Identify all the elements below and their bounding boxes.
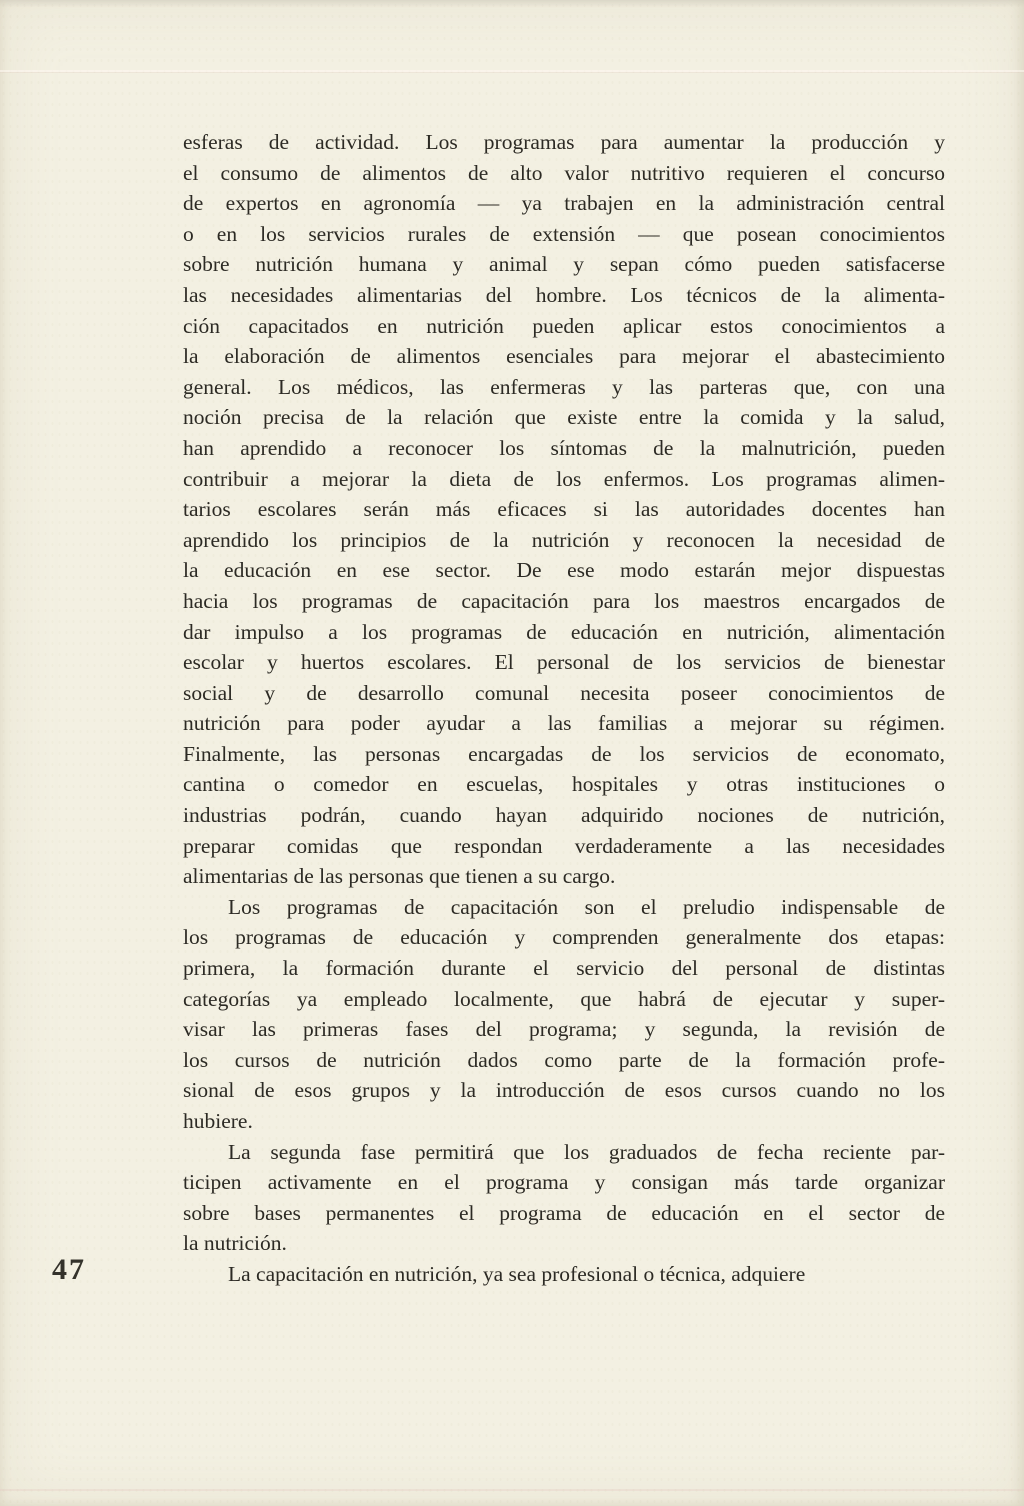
text-line: sobre nutrición humana y animal y sepan cómo pueden satisfacerse bbox=[183, 252, 945, 277]
body-text bbox=[183, 127, 945, 1290]
text-line: cantina o comedor en escuelas, hospitales y otras instituciones o bbox=[183, 772, 945, 797]
text-line: esferas de actividad. Los programas para aumentar la producción y bbox=[183, 130, 945, 154]
text-line: alimentarias de las personas que tienen a su cargo. bbox=[183, 864, 616, 889]
text-line: general. Los médicos, las enfermeras y las parteras que, con una bbox=[183, 374, 945, 399]
text-line: Finalmente, las personas encargadas de los servicios de economato, bbox=[183, 741, 945, 766]
text-line: La capacitación en nutrición, ya sea profesional o técnica, adquiere bbox=[228, 1261, 806, 1286]
text-line: tarios escolares serán más eficaces si las autoridades docentes han bbox=[183, 497, 945, 522]
text-line: La segunda fase permitirá que los graduados de fecha reciente par- bbox=[228, 1139, 945, 1164]
text-line: aprendido los principios de la nutrición y reconocen la necesidad de bbox=[183, 527, 945, 552]
text-line: Los programas de capacitación son el preludio indispensable de bbox=[228, 894, 945, 919]
text-line: nutrición para poder ayudar a las familias a mejorar su régimen. bbox=[183, 711, 945, 736]
text-line: preparar comidas que respondan verdaderamente a las necesidades bbox=[183, 833, 945, 858]
scan-artifact-line bbox=[0, 70, 1024, 72]
text-line: de expertos en agronomía — ya trabajen en la administración central bbox=[183, 191, 945, 216]
text-line: categorías ya empleado localmente, que habrá de ejecutar y super- bbox=[183, 986, 945, 1011]
text-line: el consumo de alimentos de alto valor nutritivo requieren el concurso bbox=[183, 160, 945, 185]
text-line: la educación en ese sector. De ese modo estarán mejor dispuestas bbox=[183, 558, 945, 583]
text-line: hacia los programas de capacitación para los maestros encargados de bbox=[183, 588, 945, 613]
text-line: escolar y huertos escolares. El personal de los servicios de bienestar bbox=[183, 650, 945, 675]
text-line: noción precisa de la relación que existe entre la comida y la salud, bbox=[183, 405, 945, 430]
text-line: hubiere. bbox=[183, 1109, 253, 1133]
scan-artifact-line bbox=[0, 1489, 1024, 1491]
text-line: contribuir a mejorar la dieta de los enfermos. Los programas alimen- bbox=[183, 466, 945, 491]
text-line: las necesidades alimentarias del hombre. Los técnicos de la alimenta- bbox=[183, 282, 945, 307]
text-line: sional de esos grupos y la introducción de esos cursos cuando no los bbox=[183, 1078, 945, 1103]
text-line: la nutrición. bbox=[183, 1231, 287, 1256]
text-line: ticipen activamente en el programa y consigan más tarde organizar bbox=[183, 1170, 945, 1195]
page-number: 47 bbox=[52, 1253, 86, 1286]
text-line: han aprendido a reconocer los síntomas de la malnutrición, pueden bbox=[183, 435, 945, 460]
text-line: industrias podrán, cuando hayan adquirido nociones de nutrición, bbox=[183, 803, 945, 828]
text-line: visar las primeras fases del programa; y segunda, la revisión de bbox=[183, 1017, 945, 1042]
text-line: social y de desarrollo comunal necesita poseer conocimientos de bbox=[183, 680, 945, 705]
text-line: los programas de educación y comprenden generalmente dos etapas: bbox=[183, 925, 945, 950]
text-line: los cursos de nutrición dados como parte de la formación profe- bbox=[183, 1047, 945, 1072]
text-line: o en los servicios rurales de extensión — que posean conocimientos bbox=[183, 221, 945, 246]
text-line: la elaboración de alimentos esenciales para mejorar el abastecimiento bbox=[183, 344, 945, 369]
text-line: primera, la formación durante el servicio del personal de distintas bbox=[183, 956, 945, 981]
text-line: dar impulso a los programas de educación en nutrición, alimentación bbox=[183, 619, 945, 644]
text-line: ción capacitados en nutrición pueden aplicar estos conocimientos a bbox=[183, 313, 945, 338]
text-line: sobre bases permanentes el programa de educación en el sector de bbox=[183, 1200, 945, 1225]
